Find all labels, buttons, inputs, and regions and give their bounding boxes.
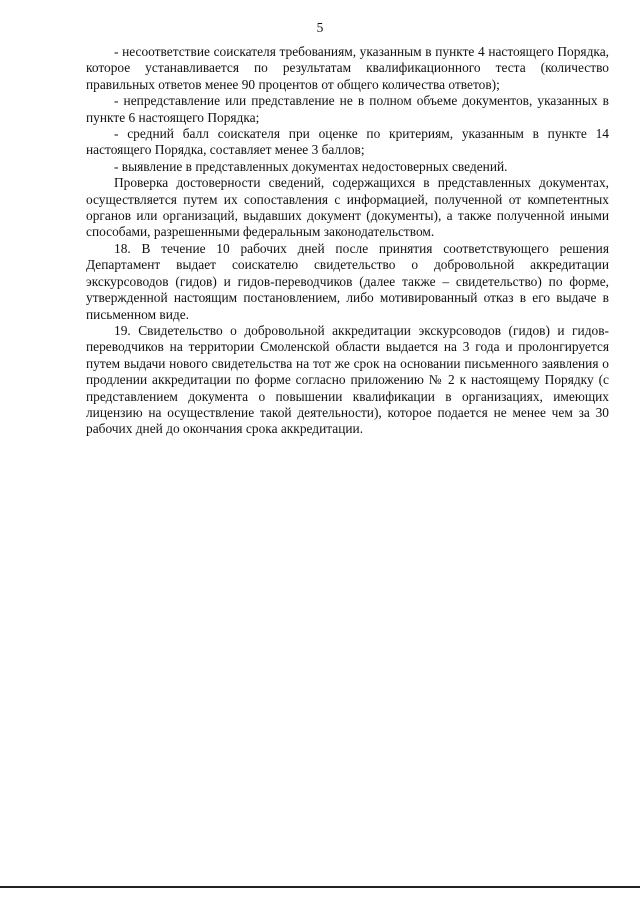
paragraph-verification: Проверка достоверности сведений, содержащихся в представленных документах, осуществляется путем их сопоставления с информацией, полученной от компетентных органов или организаций, выдавших документ (документы), а также полученной иными способами, разрешенными федеральным законодательством. <box>86 175 609 240</box>
paragraph-clause-19: 19. Свидетельство о добровольной аккредитации экскурсоводов (гидов) и гидов-переводчиков на территории Смоленской области выдается на 3 года и пролонгируется путем выдачи нового свидетельства на тот же срок на основании письменного заявления о продлении аккредитации по форме согласно приложению № 2 к настоящему Порядку (с представлением документа о повышении квалификации в организациях, имеющих лицензию на осуществление такой деятельности), которое подается не менее чем за 30 рабочих дней до окончания срока аккредитации. <box>86 322 609 437</box>
paragraph-clause-18: 18. В течение 10 рабочих дней после принятия соответствующего решения Департамент выдает соискателю свидетельство о добровольной аккредитации экскурсоводов (гидов) и гидов-переводчиков (далее также – свидетельство) по форме, утвержденной настоящим постановлением, либо мотивированный отказ в его выдаче в письменном виде. <box>86 240 609 322</box>
document-body <box>86 44 609 438</box>
bottom-divider <box>0 886 640 888</box>
page-number: 5 <box>316 20 324 35</box>
list-item-documents-missing: - непредставление или представление не в полном объеме документов, указанных в пункте 6 настоящего Порядка; <box>86 93 609 125</box>
list-item-false-information: - выявление в представленных документах недостоверных сведений. <box>114 158 508 174</box>
list-item-nonconformity: - несоответствие соискателя требованиям, указанным в пункте 4 настоящего Порядка, которое устанавливается по результатам квалификационного теста (количество правильных ответов менее 90 процентов от общего количества ответов); <box>86 44 609 92</box>
list-item-average-score: - средний балл соискателя при оценке по критериям, указанным в пункте 14 настоящего Порядка, составляет менее 3 баллов; <box>86 126 609 158</box>
